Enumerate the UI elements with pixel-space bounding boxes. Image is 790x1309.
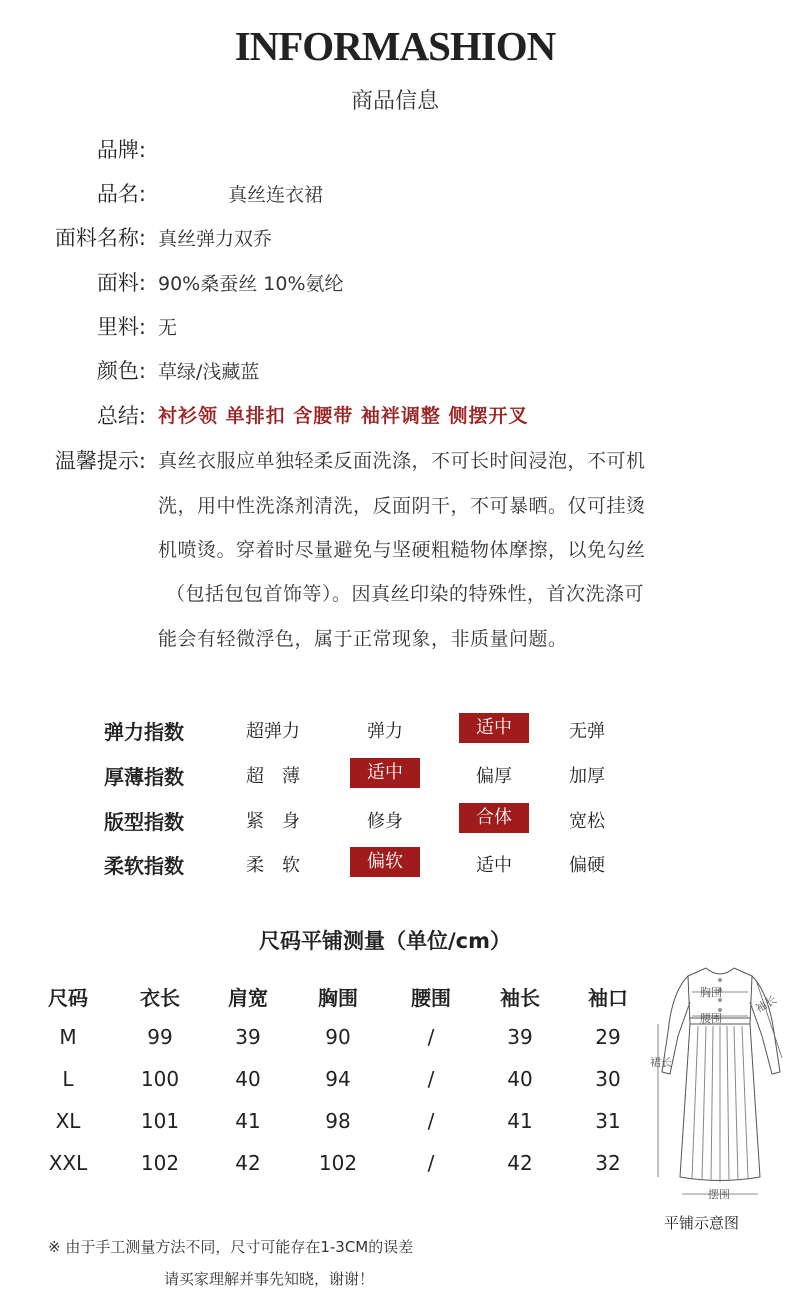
info-label-brand: 品牌: (96, 138, 146, 162)
size-table-cell: 42 (235, 1151, 261, 1175)
size-table-cell: 30 (595, 1067, 621, 1091)
size-table-header: 胸围 (318, 986, 358, 1010)
index-option: 超弹力 (246, 721, 300, 742)
size-table-cell: 42 (507, 1151, 533, 1175)
brand-title: INFORMASHION (234, 23, 556, 69)
index-option: 修身 (367, 811, 403, 832)
index-option: 加厚 (569, 766, 605, 787)
size-table-cell: XXL (48, 1151, 88, 1175)
diagram-label-sleeve: 袖长 (753, 993, 779, 1016)
size-table-header: 腰围 (411, 986, 451, 1010)
size-table-cell: 40 (235, 1067, 261, 1091)
size-table-header: 尺码 (48, 986, 88, 1010)
measurement-note-thanks: 请买家理解并事先知晓，谢谢！ (164, 1270, 375, 1288)
info-label-fabric: 面料: (96, 271, 146, 295)
dress-sketch-diagram (650, 962, 790, 1207)
info-label-lining: 里料: (96, 315, 146, 339)
size-table-cell: 101 (140, 1109, 180, 1133)
info-label-name: 品名: (96, 182, 146, 206)
info-value-name: 真丝连衣裙 (228, 184, 324, 206)
tips-line: 能会有轻微浮色，属于正常现象，非质量问题。 (158, 628, 568, 650)
index-label-softness: 柔软指数 (104, 854, 184, 878)
index-option: 偏硬 (569, 855, 605, 876)
index-option: 超 薄 (246, 766, 300, 787)
size-table-title: 尺码平铺测量（单位/cm） (259, 929, 511, 953)
diagram-label-hem: 摆围 (708, 1188, 730, 1201)
size-table-cell: 41 (235, 1109, 261, 1133)
size-table-cell: / (427, 1109, 435, 1133)
index-option: 偏厚 (476, 766, 512, 787)
tips-line: 机喷烫。穿着时尽量避免与坚硬粗糙物体摩擦，以免勾丝 (158, 539, 646, 561)
size-table-cell: 99 (147, 1025, 173, 1049)
size-table-cell: 39 (507, 1025, 533, 1049)
size-table-cell: 31 (595, 1109, 621, 1133)
size-table-cell: 102 (140, 1151, 180, 1175)
size-table-cell: 100 (140, 1067, 180, 1091)
info-label-fabric-name: 面料名称: (54, 226, 146, 250)
section-subtitle: 商品信息 (350, 89, 439, 114)
info-value-summary: 衬衫领 单排扣 含腰带 袖袢调整 侧摆开叉 (158, 405, 529, 427)
info-label-summary: 总结: (96, 404, 146, 428)
tips-line: 真丝衣服应单独轻柔反面洗涤，不可长时间浸泡，不可机 (158, 450, 646, 472)
tips-label: 温馨提示: (54, 449, 146, 473)
measurement-note: ※ 由于手工测量方法不同，尺寸可能存在1-3CM的误差 (48, 1238, 414, 1256)
diagram-label-length: 裙长 (650, 1056, 672, 1069)
index-option-selected: 适中 (350, 758, 420, 788)
index-option-selected: 适中 (459, 713, 529, 743)
size-table-cell: 41 (507, 1109, 533, 1133)
size-table-cell: 40 (507, 1067, 533, 1091)
info-value-fabric: 90%桑蚕丝 10%氨纶 (158, 273, 344, 295)
index-option: 紧 身 (246, 811, 300, 832)
size-table-cell: 39 (235, 1025, 261, 1049)
diagram-label-waist: 腰围 (700, 1012, 722, 1025)
size-table-header: 肩宽 (228, 986, 268, 1010)
size-table-header: 袖长 (500, 986, 540, 1010)
size-table-cell: M (59, 1025, 77, 1049)
index-label-thickness: 厚薄指数 (104, 765, 184, 789)
tips-line: 洗，用中性洗涤剂清洗，反面阴干，不可暴晒。仅可挂烫 (158, 495, 646, 517)
size-table-cell: 90 (325, 1025, 351, 1049)
size-table-cell: / (427, 1151, 435, 1175)
index-option: 弹力 (367, 721, 403, 742)
index-option-selected: 合体 (459, 803, 529, 833)
size-table-header: 袖口 (588, 986, 628, 1010)
index-label-elasticity: 弹力指数 (104, 720, 184, 744)
size-table-cell: L (62, 1067, 74, 1091)
index-option: 无弹 (569, 721, 605, 742)
info-value-lining: 无 (158, 317, 178, 339)
index-option: 宽松 (569, 811, 605, 832)
index-option-selected: 偏软 (350, 847, 420, 877)
size-table-cell: 32 (595, 1151, 621, 1175)
size-table-cell: / (427, 1067, 435, 1091)
size-table-cell: XL (55, 1109, 81, 1133)
diagram-label-chest: 胸围 (700, 986, 722, 999)
index-label-fit: 版型指数 (104, 810, 184, 834)
info-label-color: 颜色: (96, 359, 146, 383)
tips-line: （包括包包首饰等）。因真丝印染的特殊性，首次洗涤可 (166, 583, 645, 605)
index-option: 柔 软 (246, 855, 300, 876)
index-option: 适中 (476, 855, 512, 876)
info-value-fabric-name: 真丝弹力双乔 (158, 228, 273, 250)
size-table-cell: 29 (595, 1025, 621, 1049)
diagram-caption: 平铺示意图 (664, 1214, 740, 1232)
info-value-color: 草绿/浅藏蓝 (158, 361, 260, 383)
size-table-header: 衣长 (140, 986, 180, 1010)
size-table-cell: 102 (318, 1151, 358, 1175)
size-table-cell: 98 (325, 1109, 351, 1133)
size-table-cell: / (427, 1025, 435, 1049)
size-table-cell: 94 (325, 1067, 351, 1091)
